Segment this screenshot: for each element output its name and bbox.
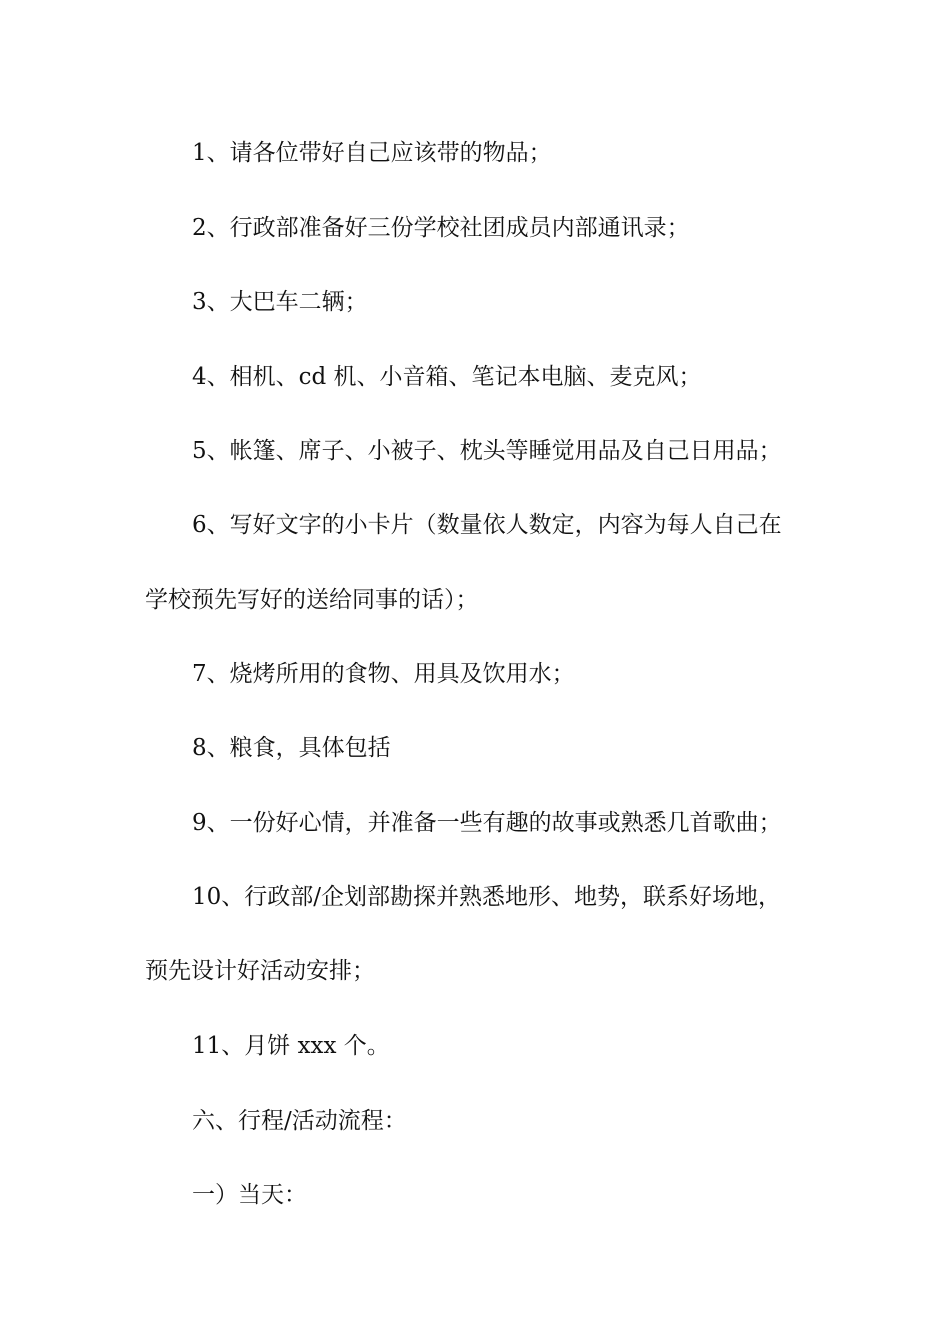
- list-item-5: 5、帐篷、席子、小被子、枕头等睡觉用品及自己日用品；: [192, 438, 782, 464]
- list-item-3: 3、大巴车二辆；: [192, 289, 368, 315]
- section-heading: 六、行程/活动流程：: [192, 1108, 407, 1134]
- subsection-heading: 一）当天：: [192, 1182, 307, 1208]
- list-item-6-continued: 学校预先写好的送给同事的话）；: [145, 587, 479, 613]
- list-item-7: 7、烧烤所用的食物、用具及饮用水；: [192, 661, 575, 687]
- list-item-6: 6、写好文字的小卡片（数量依人数定，内容为每人自己在: [192, 512, 782, 538]
- list-item-8: 8、粮食，具体包括: [192, 735, 391, 761]
- list-item-9: 9、一份好心情，并准备一些有趣的故事或熟悉几首歌曲；: [192, 810, 782, 836]
- list-item-4: 4、相机、cd 机、小音箱、笔记本电脑、麦克风；: [192, 364, 702, 390]
- list-item-11: 11、月饼 xxx 个。: [192, 1033, 390, 1059]
- list-item-10: 10、行政部/企划部勘探并熟悉地形、地势，联系好场地，: [192, 884, 782, 910]
- list-item-2: 2、行政部准备好三份学校社团成员内部通讯录；: [192, 215, 690, 241]
- list-item-1: 1、请各位带好自己应该带的物品；: [192, 140, 552, 166]
- list-item-10-continued: 预先设计好活动安排；: [145, 958, 375, 984]
